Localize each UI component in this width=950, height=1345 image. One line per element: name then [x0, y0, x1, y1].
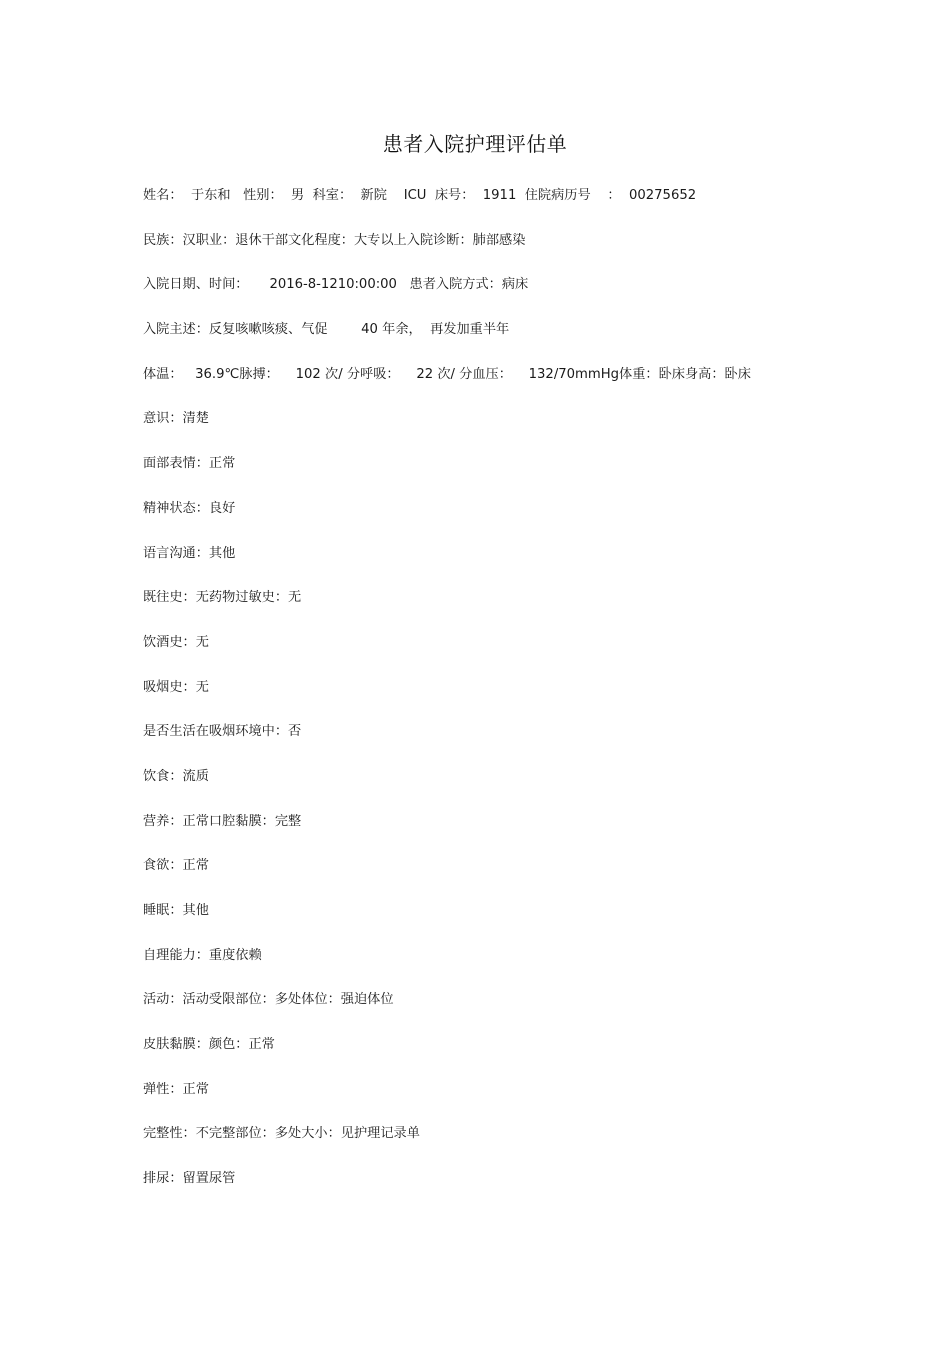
line-admission-date: 入院日期、时间： 2016-8-1210:00:00 患者入院方式：病床 [143, 277, 529, 293]
line-medical-history: 既往史：无药物过敏史：无 [143, 590, 302, 606]
line-skin-color: 皮肤黏膜：颜色：正常 [143, 1037, 275, 1053]
line-smoking-history: 吸烟史：无 [143, 679, 209, 695]
line-diet: 饮食：流质 [143, 768, 209, 784]
line-skin-elasticity: 弹性：正常 [143, 1081, 209, 1097]
line-urination: 排尿：留置尿管 [143, 1171, 236, 1187]
line-patient-info: 姓名： 于东和 性别： 男 科室： 新院 ICU 床号： 1911 住院病历号 ： 00275652 [143, 188, 697, 203]
line-consciousness: 意识：清楚 [143, 411, 209, 427]
line-activity: 活动：活动受限部位：多处体位：强迫体位 [143, 992, 394, 1008]
document-title: 患者入院护理评估单 [382, 132, 568, 156]
line-facial-expression: 面部表情：正常 [143, 456, 236, 472]
line-nutrition: 营养：正常口腔黏膜：完整 [143, 813, 302, 829]
line-self-care: 自理能力：重度依赖 [143, 947, 262, 963]
line-smoking-environment: 是否生活在吸烟环境中：否 [143, 724, 302, 740]
line-chief-complaint: 入院主述：反复咳嗽咳痰、气促 40 年余， 再发加重半年 [143, 322, 510, 338]
line-drinking-history: 饮酒史：无 [143, 634, 209, 650]
line-skin-integrity: 完整性：不完整部位：多处大小：见护理记录单 [143, 1126, 420, 1142]
assessment-lines [143, 186, 903, 1214]
line-vital-signs: 体温： 36.9℃脉搏： 102 次/ 分呼吸： 22 次/ 分血压： 132/70mmHg体重：卧床身高：卧床 [143, 366, 751, 382]
line-communication: 语言沟通：其他 [143, 545, 236, 561]
line-mental-state: 精神状态：良好 [143, 500, 236, 516]
line-ethnicity-occupation: 民族：汉职业：退休干部文化程度：大专以上入院诊断：肺部感染 [143, 232, 526, 248]
line-sleep: 睡眠：其他 [143, 903, 209, 918]
line-appetite: 食欲：正常 [143, 858, 209, 874]
